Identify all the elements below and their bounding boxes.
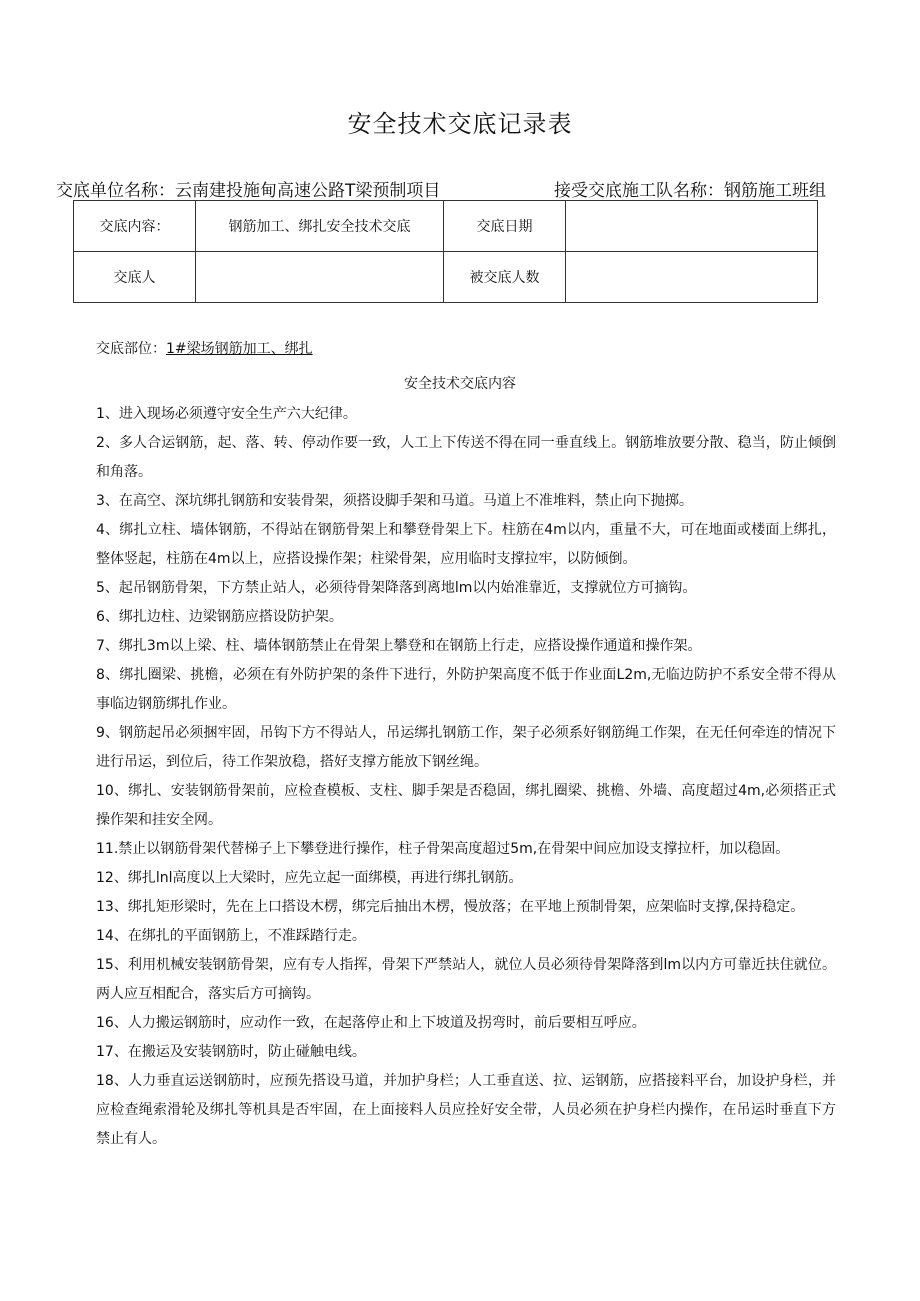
section-title: 安全技术交底内容	[404, 376, 516, 392]
location	[96, 338, 313, 358]
list-item: 15、利用机械安装钢筋骨架，应有专人指挥，骨架下严禁站人，就位人员必须待骨架降落到lm以内方可靠近扶住就位。两人应互相配合，落实后方可摘钩。	[96, 957, 836, 1002]
content-value[interactable]: 钢筋加工、绑扎安全技术交底	[196, 201, 444, 252]
team-field	[554, 176, 826, 201]
list-item: 7、绑扎3m以上梁、柱、墙体钢筋禁止在骨架上攀登和在钢筋上行走，应搭设操作通道和操作架。	[96, 638, 702, 654]
list-item: 17、在搬运及安装钢筋时，防止碰触电线。	[96, 1044, 366, 1060]
list-item: 2、多人合运钢筋，起、落、转、停动作要一致，人工上下传送不得在同一垂直线上。钢筋堆放要分散、稳当，防止倾倒和角落。	[96, 435, 836, 480]
list-item: 12、绑扎lnl高度以上大梁时，应先立起一面绑模，再进行绑扎钢筋。	[96, 870, 523, 886]
list-item: 16、人力搬运钢筋时，应动作一致，在起落停止和上下坡道及拐弯时，前后要相互呼应。	[96, 1015, 646, 1031]
date-label: 交底日期	[444, 201, 566, 252]
list-item: 11.禁止以钢筋骨架代替梯子上下攀登进行操作，柱子骨架高度超过5m,在骨架中间应加设支撑拉杆，加以稳固。	[96, 841, 790, 857]
team-label: 接受交底施工队名称：	[554, 181, 724, 201]
list-item: 6、绑扎边柱、边梁钢筋应搭设防护架。	[96, 609, 343, 625]
table-row	[74, 201, 818, 252]
person-label: 交底人	[74, 252, 196, 303]
header-meta	[56, 176, 856, 200]
location-value: 1#梁场钢筋加工、绑扎	[166, 341, 313, 357]
table-row	[74, 252, 818, 303]
list-item: 13、绑扎矩形梁时，先在上口搭设木楞，绑完后抽出木楞，慢放落；在平地上预制骨架，应架临时支撑,保持稳定。	[96, 899, 805, 915]
list-item: 3、在高空、深坑绑扎钢筋和安装骨架，须搭设脚手架和马道。马道上不准堆料，禁止向下抛掷。	[96, 493, 693, 509]
unit-field	[56, 176, 440, 201]
location-label: 交底部位：	[96, 341, 166, 357]
item-list	[96, 400, 836, 1154]
list-item: 18、人力垂直运送钢筋时，应预先搭设马道，并加护身栏；人工垂直送、拉、运钢筋，应搭接料平台，加设护身栏，并应检查绳索滑轮及绑扎等机具是否牢固，在上面接料人员应拴好安全带，人员必须在护身栏内操作，在吊运时垂直下方禁止有人。	[96, 1073, 836, 1147]
count-label: 被交底人数	[444, 252, 566, 303]
list-item: 9、钢筋起吊必须捆牢固，吊钩下方不得站人，吊运绑扎钢筋工作，架子必须系好钢筋绳工作架，在无任何牵连的情况下进行吊运，到位后，待工作架放稳，搭好支撑方能放下钢丝绳。	[96, 725, 836, 770]
list-item: 14、在绑扎的平面钢筋上，不准踩踏行走。	[96, 928, 366, 944]
date-value[interactable]	[566, 201, 818, 252]
list-item: 4、绑扎立柱、墙体钢筋，不得站在钢筋骨架上和攀登骨架上下。柱筋在4m以内，重量不大，可在地面或楼面上绑扎，整体竖起，柱筋在4m以上，应搭设操作架；柱梁骨架，应用临时支撑拉牢，以防倾倒。	[96, 522, 836, 567]
team-value: 钢筋施工班组	[724, 181, 826, 201]
person-value[interactable]	[196, 252, 444, 303]
unit-label: 交底单位名称：	[56, 181, 175, 201]
list-item: 1、进入现场必须遵守安全生产六大纪律。	[96, 406, 357, 422]
info-table	[73, 200, 818, 303]
content-label: 交底内容：	[74, 201, 196, 252]
unit-value: 云南建投施甸高速公路T梁预制项目	[175, 181, 441, 201]
list-item: 5、起吊钢筋骨架，下方禁止站人，必须待骨架降落到离地lm以内始准靠近，支撑就位方可摘钩。	[96, 580, 697, 596]
list-item: 10、绑扎、安装钢筋骨架前，应检查模板、支柱、脚手架是否稳固，绑扎圈梁、挑檐、外墙、高度超过4m,必须搭正式操作架和挂安全网。	[96, 783, 836, 828]
count-value[interactable]	[566, 252, 818, 303]
page-title: 安全技术交底记录表	[347, 110, 573, 138]
list-item: 8、绑扎圈梁、挑檐，必须在有外防护架的条件下进行，外防护架高度不低于作业面L2m,无临边防护不系安全带不得从事临边钢筋绑扎作业。	[96, 667, 836, 712]
